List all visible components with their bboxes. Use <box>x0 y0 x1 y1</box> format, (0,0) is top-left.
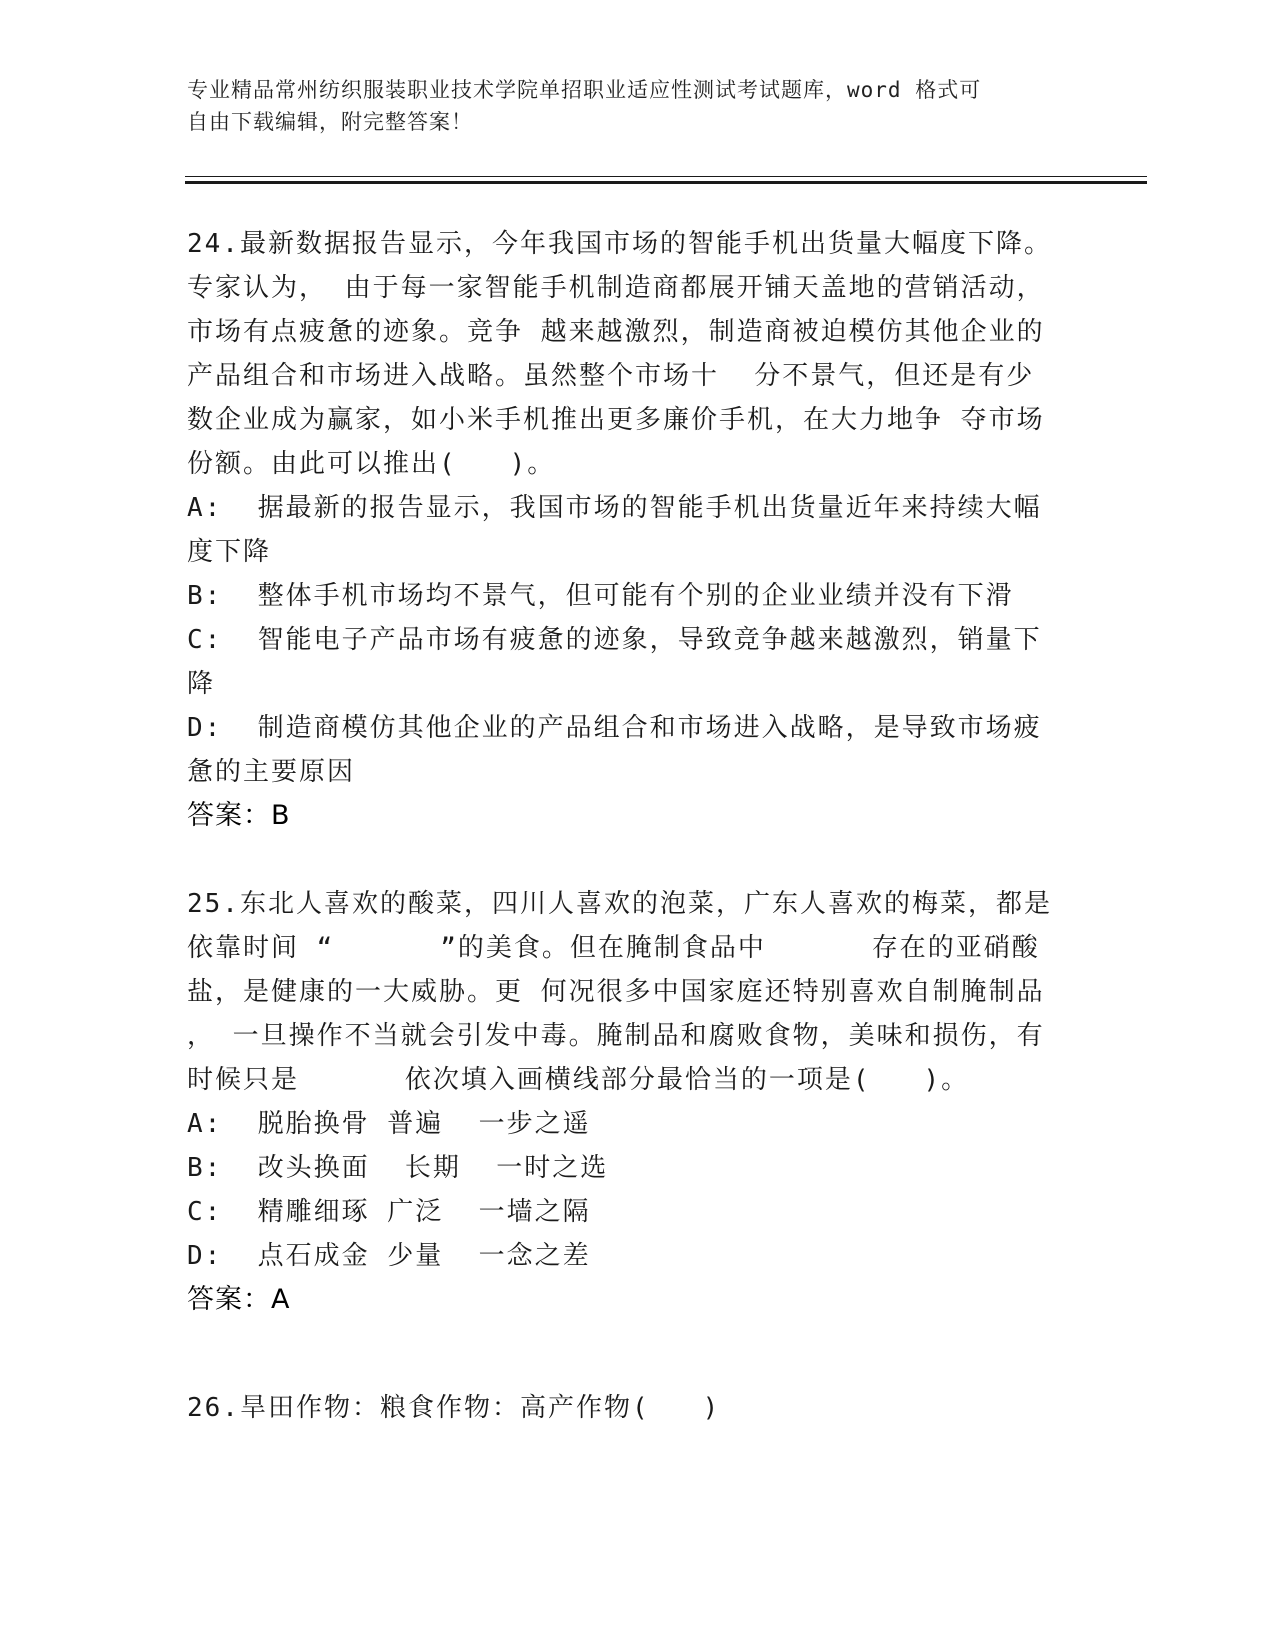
header-divider-thick <box>185 181 1147 184</box>
question-26-stem-line: 26.旱田作物：粮食作物：高产作物( ) <box>187 1393 721 1423</box>
question-24-option-a-cont: 度下降 <box>187 537 272 567</box>
question-25-option-a: A: 脱胎换骨 普遍 一步之遥 <box>187 1109 591 1139</box>
question-24-stem-line: 数企业成为赢家，如小米手机推出更多廉价手机，在大力地争 夺市场 <box>187 405 1045 435</box>
question-25-stem-line: 依靠时间 “ ”的美食。但在腌制食品中 存在的亚硝酸 <box>187 933 1040 963</box>
question-24-option-a: A: 据最新的报告显示，我国市场的智能手机出货量近年来持续大幅 <box>187 493 1042 523</box>
question-24-option-c: C: 智能电子产品市场有疲惫的迹象，导致竞争越来越激烈，销量下 <box>187 625 1042 655</box>
question-24-answer: 答案：B <box>187 800 291 831</box>
question-24-option-c-cont: 降 <box>187 669 216 699</box>
question-25-stem-line: 25.东北人喜欢的酸菜，四川人喜欢的泡菜，广东人喜欢的梅菜，都是 <box>187 889 1052 919</box>
question-25-stem-line: ， 一旦操作不当就会引发中毒。腌制品和腐败食物，美味和损伤，有 <box>187 1021 1045 1051</box>
question-24-option-d-cont: 惫的主要原因 <box>187 757 356 787</box>
question-25-option-b: B: 改头换面 长期 一时之选 <box>187 1153 609 1183</box>
header-divider-thin <box>185 176 1147 177</box>
header-line-2: 自由下载编辑，附完整答案！ <box>187 110 473 134</box>
question-25-stem-line: 盐，是健康的一大威胁。更 何况很多中国家庭还特别喜欢自制腌制品 <box>187 977 1045 1007</box>
question-25-answer: 答案：A <box>187 1284 291 1315</box>
question-24-stem-line: 市场有点疲惫的迹象。竞争 越来越激烈，制造商被迫模仿其他企业的 <box>187 317 1045 347</box>
question-25-stem-line: 时候只是 依次填入画横线部分最恰当的一项是( )。 <box>187 1065 970 1095</box>
document-header <box>187 74 1067 138</box>
question-25-option-d: D: 点石成金 少量 一念之差 <box>187 1241 591 1271</box>
question-25-option-c: C: 精雕细琢 广泛 一墙之隔 <box>187 1197 591 1227</box>
question-24-stem-line: 份额。由此可以推出( )。 <box>187 449 556 479</box>
question-24-option-d: D: 制造商模仿其他企业的产品组合和市场进入战略，是导致市场疲 <box>187 713 1042 743</box>
question-24-option-b: B: 整体手机市场均不景气，但可能有个别的企业业绩并没有下滑 <box>187 581 1014 611</box>
header-line-1: 专业精品常州纺织服装职业技术学院单招职业适应性测试考试题库，word 格式可 <box>187 78 982 102</box>
question-24-stem-line: 专家认为， 由于每一家智能手机制造商都展开铺天盖地的营销活动， <box>187 273 1045 303</box>
question-24-stem-line: 产品组合和市场进入战略。虽然整个市场十 分不景气，但还是有少 <box>187 361 1035 391</box>
question-24-stem-line: 24.最新数据报告显示，今年我国市场的智能手机出货量大幅度下降。 <box>187 229 1052 259</box>
